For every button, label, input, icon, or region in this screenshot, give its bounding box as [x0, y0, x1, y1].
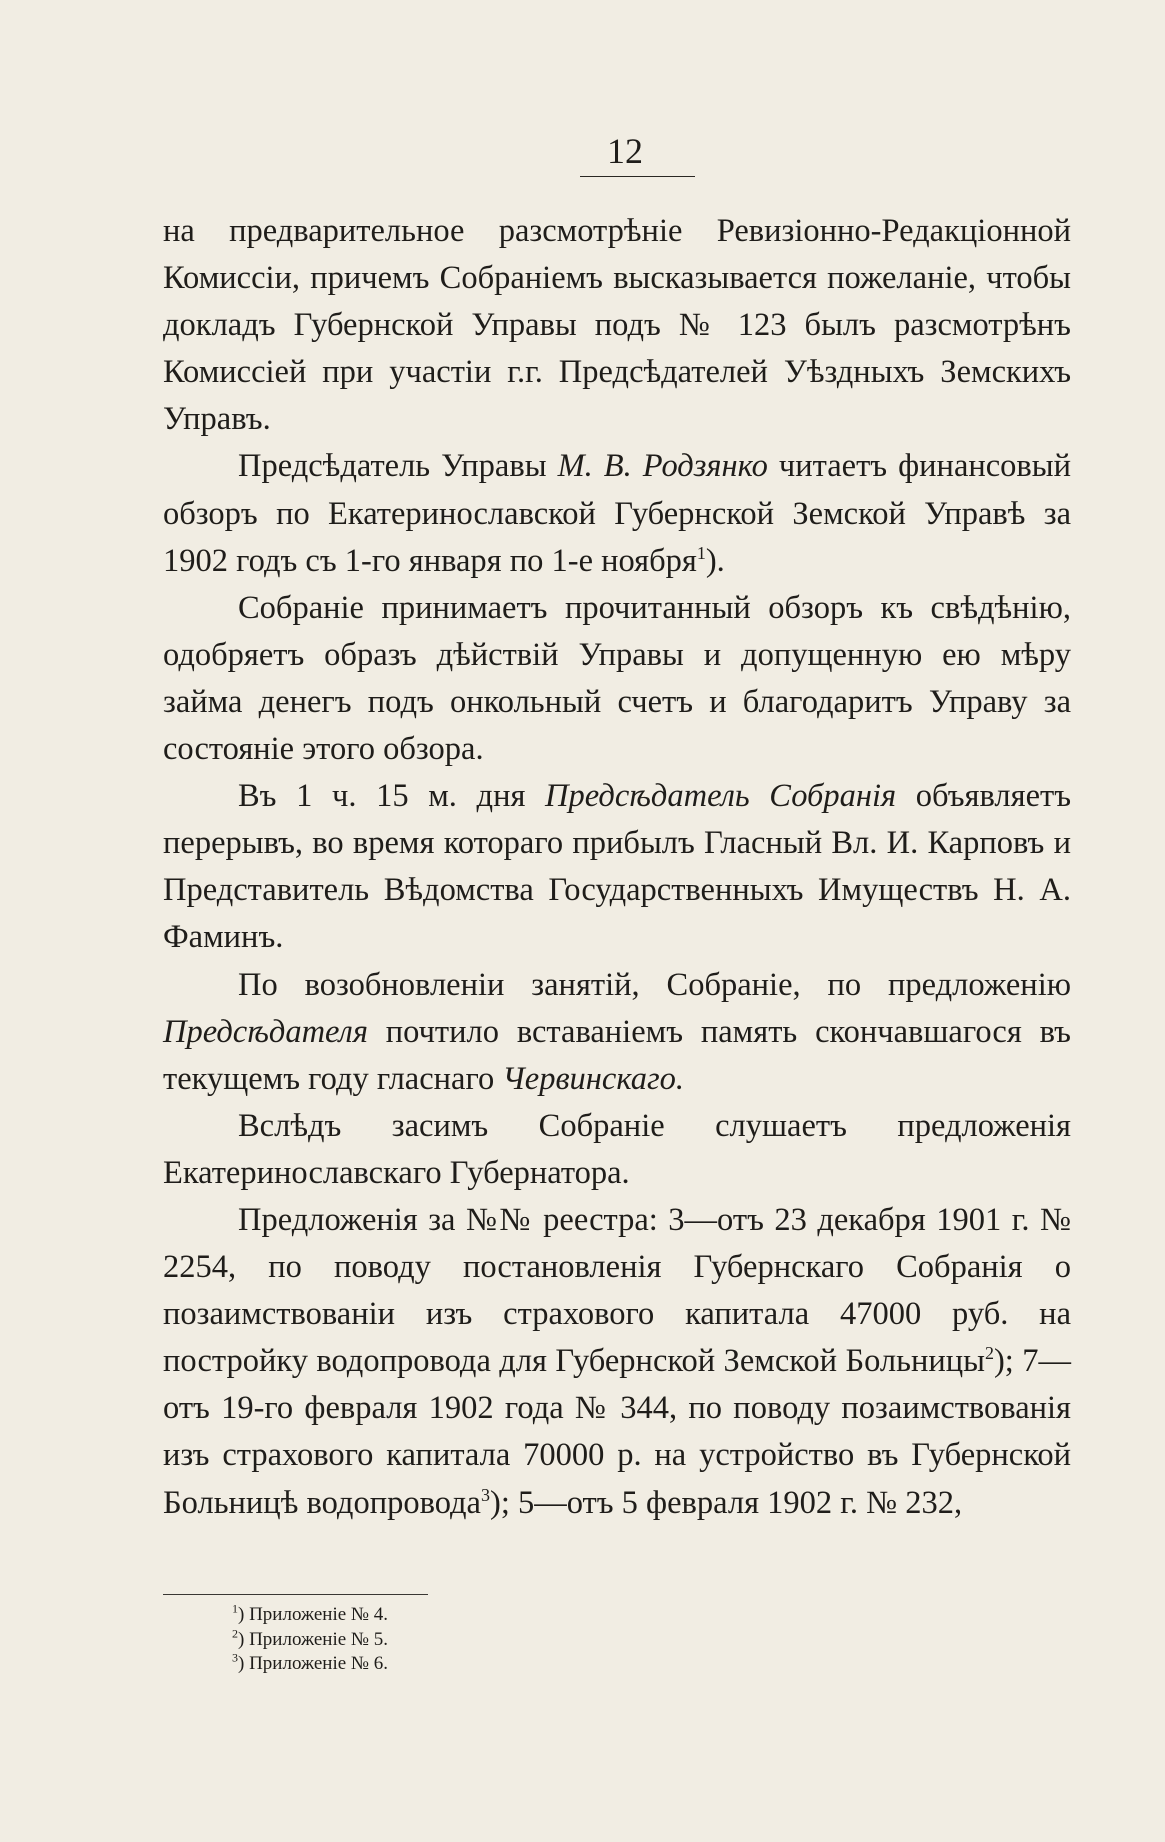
footnote-ref: 3 [481, 1484, 490, 1505]
paragraph [163, 443, 1071, 584]
text-run: на предварительное разсмотрѣніе Ревизіонно-Редакціонной Комиссіи, причемъ Собраніемъ высказывается пожеланіе, чтобы докладъ Губернской Управы подъ № 123 былъ разсмотрѣнъ Комиссіей при участіи г.г. Предсѣдателей Уѣздныхъ Земскихъ Управъ. [163, 213, 1071, 438]
footnote-text: ) Приложеніе № 6. [238, 1653, 389, 1674]
footnote-text: ) Приложеніе № 4. [238, 1604, 389, 1625]
paragraph [163, 773, 1071, 961]
page-number: 12 [607, 131, 643, 171]
page-number-rule [580, 176, 695, 177]
footnote-ref: 1 [696, 542, 706, 563]
footnote-ref: 2 [984, 1343, 994, 1364]
footnote-mark: 2 [232, 1626, 238, 1641]
text-run: читаетъ финансовый обзоръ по Екатеринославской Губернской Земской Управѣ за 1902 годъ съ 1-го января по 1-е ноября [163, 448, 1072, 579]
text-run: ); 7—отъ 19-го февраля 1902 года № 344, по поводу позаимствованія изъ страхового капитала 70000 р. на устройство въ Губернской Больницѣ водопровода [163, 1343, 1071, 1521]
paragraph [163, 1103, 1071, 1197]
paragraph [163, 1197, 1071, 1527]
text-run: По возобновленіи занятій, Собраніе, по предложенію [238, 966, 1071, 1003]
text-run: Предложенія за №№ реестра: 3—отъ 23 декабря 1901 г. № 2254, по поводу постановленія Губернскаго Собранія о позаимствованіи изъ страхового капитала 47000 руб. на постройку водопровода для Губернской Земской Больницы [163, 1201, 1071, 1380]
italic-name: Предсѣдателя [163, 1013, 368, 1050]
italic-name: М. В. Родзянко [557, 448, 768, 485]
paragraph [163, 208, 1071, 443]
italic-name: Червинскаго. [502, 1060, 685, 1097]
paragraph [163, 585, 1071, 773]
footnote-text: ) Приложеніе № 5. [238, 1628, 389, 1650]
text-run: Вслѣдъ засимъ Собраніе слушаетъ предложенія Екатеринославскаго Губернатора. [163, 1107, 1071, 1191]
italic-name: Предсѣдатель Собранія [545, 778, 897, 815]
text-run: Въ 1 ч. 15 м. дня [238, 778, 546, 815]
text-run: ). [705, 542, 725, 579]
text-run: почтило вставаніемъ память скончавшагося въ текущемъ году гласнаго [163, 1013, 1071, 1097]
paragraph [163, 962, 1071, 1103]
text-run: ); 5—отъ 5 февраля 1902 г. № 232, [490, 1484, 963, 1521]
footnote-mark: 3 [232, 1650, 238, 1665]
footnote [232, 1628, 732, 1653]
footnote [232, 1603, 732, 1628]
footnotes [232, 1603, 732, 1677]
footnote [232, 1652, 732, 1677]
text-run: Предсѣдатель Управы [238, 448, 558, 485]
text-run: Собраніе принимаетъ прочитанный обзоръ къ свѣдѣнію, одобряетъ образъ дѣйствій Управы и допущенную ею мѣру займа денегъ подъ онкольный счетъ и благодаритъ Управу за состояніе этого обзора. [163, 589, 1071, 768]
footnote-rule [163, 1594, 428, 1595]
footnote-mark: 1 [232, 1601, 238, 1616]
main-text [163, 208, 1071, 1527]
text-run: объявляетъ перерывъ, во время котораго прибылъ Гласный Вл. И. Карповъ и Представитель Вѣдомства Государственныхъ Имуществъ Н. А. Фаминъ. [163, 778, 1071, 956]
